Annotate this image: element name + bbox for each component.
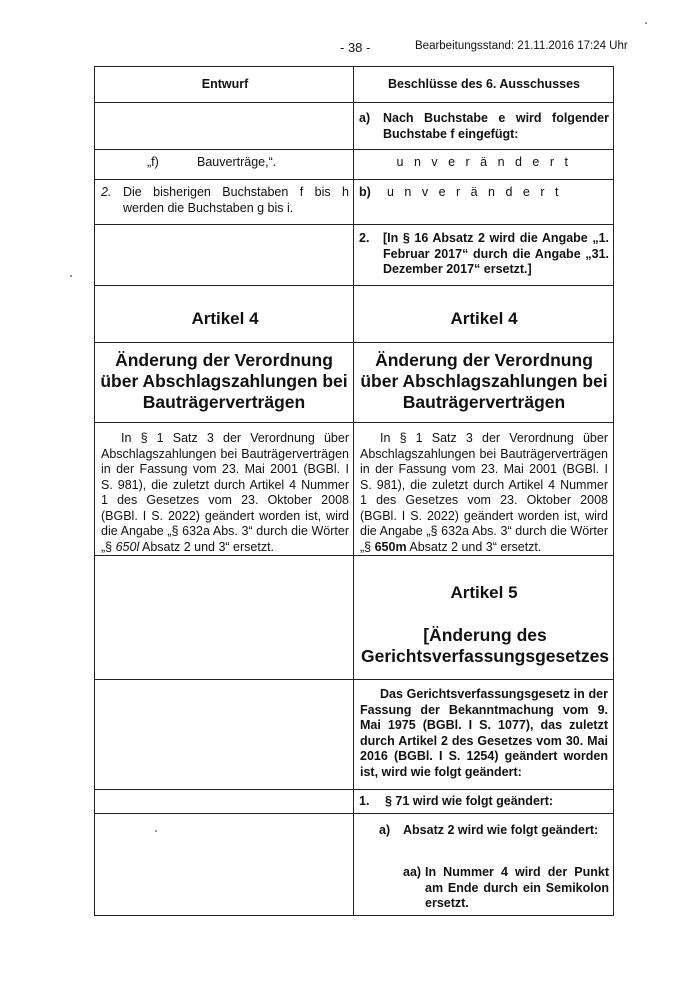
article-4-heading-left: Artikel 4: [191, 309, 259, 328]
body-text: Absatz 2 und 3“ ersetzt.: [406, 539, 542, 554]
item-text: Die bisherigen Buchstaben f bis h werden die Buchstaben g bis i.: [123, 185, 349, 215]
row2-left-text: Bauverträge,“.: [197, 155, 277, 169]
item-label: a): [359, 111, 371, 125]
item-text: Absatz 2 wird wie folgt geändert:: [403, 823, 599, 837]
row-divider: [95, 342, 613, 343]
item-text: [In § 16 Absatz 2 wird die Angabe „1. Februar 2017“ durch die Angabe „31. Dezember 2017“ ersetzt.]: [383, 231, 609, 276]
row-divider: [95, 555, 613, 556]
item-label: a): [379, 823, 391, 837]
item-label: 2.: [101, 185, 112, 199]
article-5-item-1: [359, 794, 609, 810]
section-reference: 650m: [374, 539, 407, 554]
item-text: u n v e r ä n d e r t: [387, 185, 562, 199]
edit-status: Bearbeitungsstand: 21.11.2016 17:24 Uhr: [415, 40, 628, 52]
column-divider: [353, 67, 354, 915]
article-4-title-right: Änderung der Verordnung über Abschlagszahlungen bei Bauträgerverträgen: [360, 350, 608, 412]
scan-speck: [70, 275, 72, 277]
row-divider: [95, 679, 613, 680]
row-divider: [95, 813, 613, 814]
article-5-item-aa: [403, 865, 609, 912]
row-divider: [95, 224, 613, 225]
row2-left-label: „f): [147, 155, 159, 169]
section-reference: 650l: [115, 539, 140, 554]
comparison-table: [94, 66, 614, 916]
body-text: In § 1 Satz 3 der Verordnung über Abschlagszahlungen bei Bauträgerverträgen in der Fassung vom 23. Mai 2001 (BGBl. I S. 981), die zuletzt durch Artikel 4 Nummer 1 des Gesetzes vom 23. Oktober 2008 (BGBl. I S. 2022) geändert worden ist, wird die Angabe „§ 632a Abs. 3“ durch die Wörter „§: [101, 431, 349, 554]
article-4-body-right: [360, 431, 608, 555]
scan-speck: [645, 22, 647, 24]
item-label: aa): [403, 865, 422, 879]
item-text: Nach Buchstabe e wird folgender Buchstabe f eingefügt:: [383, 111, 609, 141]
page-number: - 38 -: [340, 40, 371, 55]
row-divider: [95, 102, 613, 103]
item-label: 2.: [359, 231, 370, 245]
article-4-body-left: [101, 431, 349, 555]
article-4-title-left: Änderung der Verordnung über Abschlagszahlungen bei Bauträgerverträgen: [100, 350, 348, 412]
article-4-heading-right: Artikel 4: [450, 309, 518, 328]
row-divider: [95, 149, 613, 150]
row4-right-item: [359, 231, 609, 278]
scan-speck: [155, 830, 157, 832]
item-text: § 71 wird wie folgt geändert:: [385, 794, 554, 808]
row-divider: [95, 789, 613, 790]
body-text: In § 1 Satz 3 der Verordnung über Abschlagszahlungen bei Bauträgerverträgen in der Fassung vom 23. Mai 2001 (BGBl. I S. 981), die zuletzt durch Artikel 4 Nummer 1 des Gesetzes vom 23. Oktober 2008 (BGBl. I S. 2022) geändert worden ist, wird die Angabe „§ 632a Abs. 3“ durch die Wörter „§: [360, 431, 608, 554]
row3-right-item: [359, 185, 609, 201]
article-5-item-a: [379, 823, 609, 839]
article-5-intro: Das Gerichtsverfassungsgesetz in der Fassung der Bekanntmachung vom 9. Mai 1975 (BGBl. I S. 1077), das zuletzt durch Artikel 2 des Gesetzes vom 30. Mai 2016 (BGBl. I S. 1254) geändert worden ist, wird wie folgt geändert:: [360, 687, 608, 779]
row-divider: [95, 285, 613, 286]
row3-left-item: [101, 185, 349, 216]
row1-right-item: [359, 111, 609, 142]
column-header-right: Beschlüsse des 6. Ausschusses: [388, 77, 580, 91]
article-5-heading: Artikel 5: [450, 583, 518, 602]
body-text: Absatz 2 und 3“ ersetzt.: [139, 539, 275, 554]
item-label: 1.: [359, 794, 370, 808]
row-divider: [95, 422, 613, 423]
column-header-left: Entwurf: [201, 77, 249, 91]
item-text: In Nummer 4 wird der Punkt am Ende durch ein Semikolon ersetzt.: [425, 865, 609, 910]
item-label: b): [359, 185, 371, 199]
article-5-title: [Änderung des Gerichtsverfassungsgesetzes: [361, 625, 610, 666]
row-divider: [95, 179, 613, 180]
row2-right-text: u n v e r ä n d e r t: [396, 155, 572, 169]
